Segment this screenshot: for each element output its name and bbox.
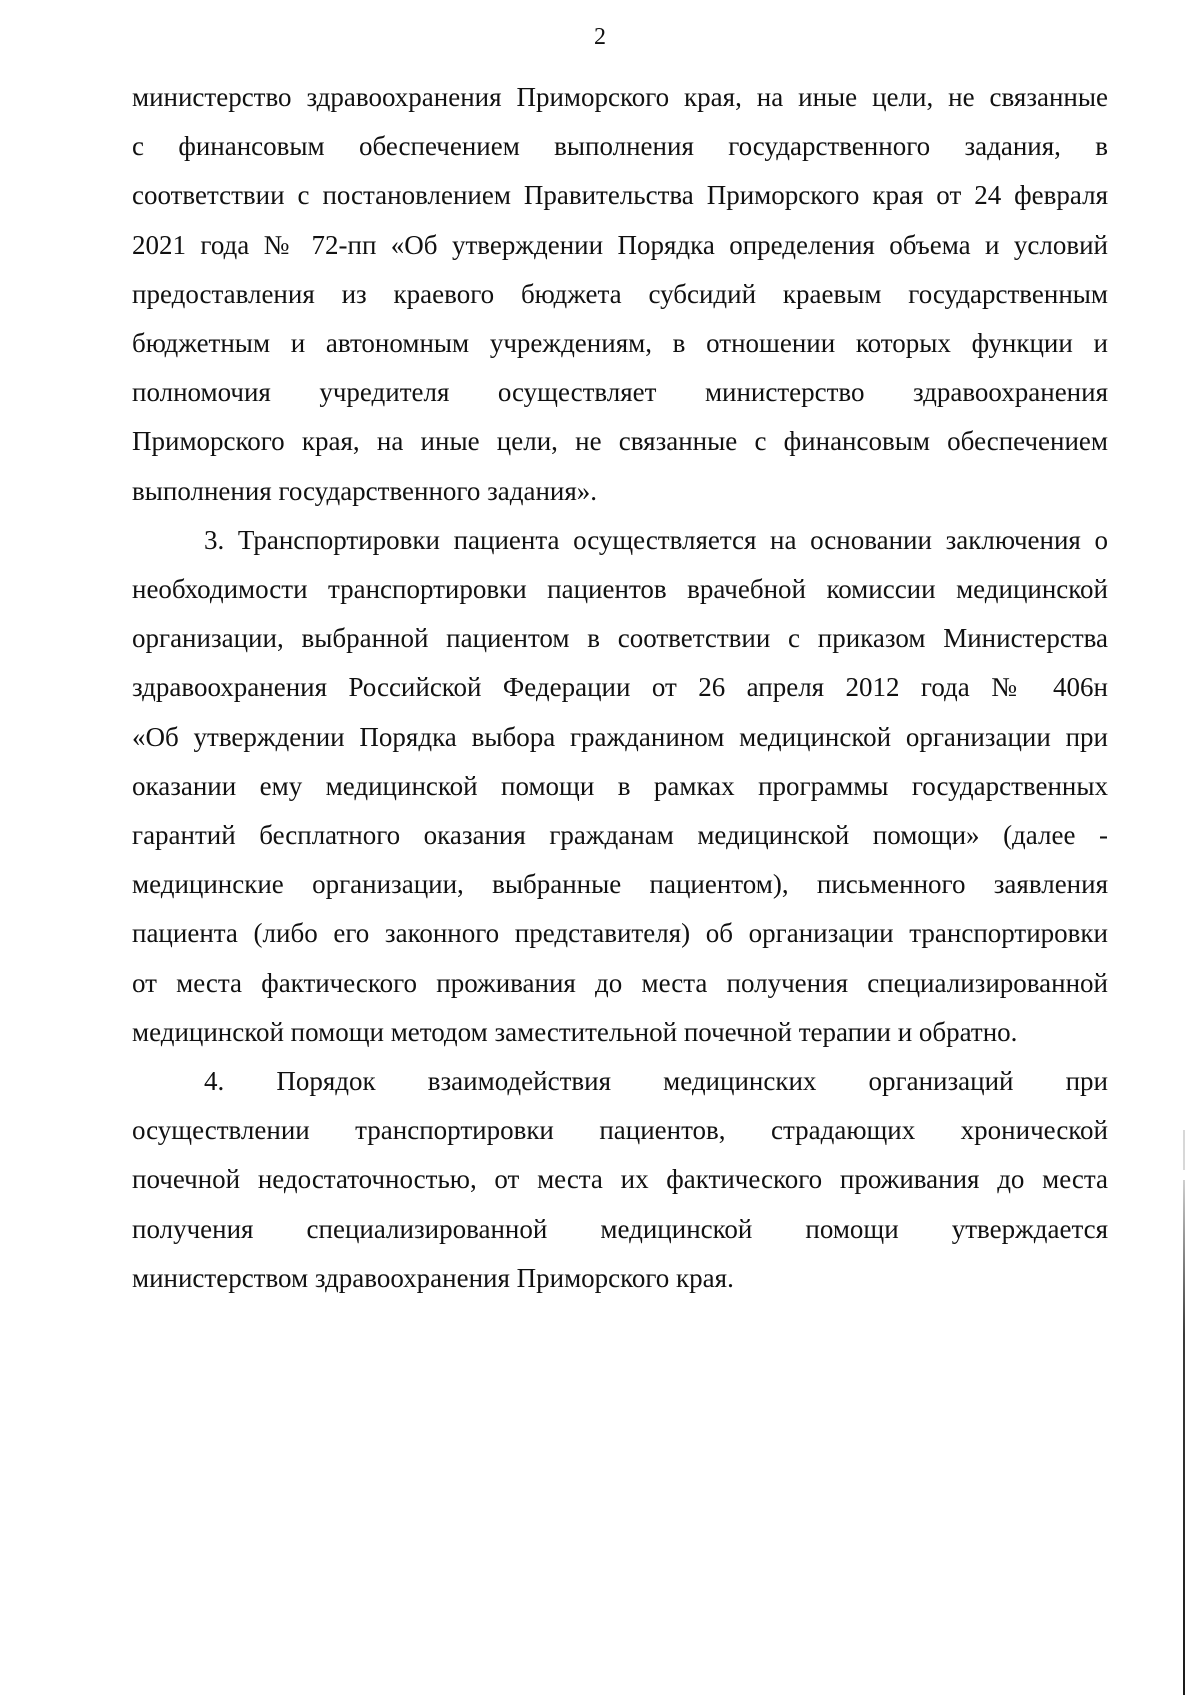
document-body <box>132 73 1108 1303</box>
text-line: соответствии с постановлением Правительства Приморского края от 24 февраля <box>132 180 1108 211</box>
text-line: «Об утверждении Порядка выбора гражданином медицинской организации при <box>132 721 1108 752</box>
text-line: осуществлении транспортировки пациентов, страдающих хронической <box>132 1115 1108 1146</box>
paragraph-continuation <box>132 73 1108 516</box>
text-line: министерством здравоохранения Приморского края. <box>132 1262 734 1293</box>
text-line: здравоохранения Российской Федерации от 26 апреля 2012 года № 406н <box>132 672 1108 703</box>
text-line: с финансовым обеспечением выполнения государственного задания, в <box>132 131 1108 162</box>
text-line: организации, выбранной пациентом в соответствии с приказом Министерства <box>132 623 1108 654</box>
text-line: предоставления из краевого бюджета субсидий краевым государственным <box>132 278 1108 309</box>
paragraph-item-3 <box>132 516 1108 1057</box>
text-line: от места фактического проживания до места получения специализированной <box>132 967 1108 998</box>
text-line: получения специализированной медицинской помощи утверждается <box>132 1213 1108 1244</box>
text-line: оказании ему медицинской помощи в рамках программы государственных <box>132 770 1108 801</box>
text-line: необходимости транспортировки пациентов врачебной комиссии медицинской <box>132 574 1108 605</box>
text-line: почечной недостаточностью, от места их фактического проживания до места <box>132 1164 1108 1195</box>
text-line: выполнения государственного задания». <box>132 475 598 506</box>
text-line: 4. Порядок взаимодействия медицинских организаций при <box>204 1066 1108 1097</box>
scan-edge-mark <box>1183 1130 1185 1170</box>
page-number: 2 <box>594 24 606 50</box>
text-line: бюджетным и автономным учреждениям, в отношении которых функции и <box>132 328 1108 359</box>
scan-edge-line <box>1183 1180 1185 1695</box>
text-line: полномочия учредителя осуществляет министерство здравоохранения <box>132 377 1108 408</box>
text-line: пациента (либо его законного представителя) об организации транспортировки <box>132 918 1108 949</box>
text-line: Приморского края, на иные цели, не связанные с финансовым обеспечением <box>132 426 1108 457</box>
text-line: гарантий бесплатного оказания гражданам медицинской помощи» (далее - <box>132 820 1108 851</box>
text-line: медицинской помощи методом заместительной почечной терапии и обратно. <box>132 1016 1018 1047</box>
paragraph-item-4 <box>132 1057 1108 1303</box>
text-line: министерство здравоохранения Приморского края, на иные цели, не связанные <box>132 82 1108 112</box>
text-line: медицинские организации, выбранные пациентом), письменного заявления <box>132 869 1108 900</box>
text-line: 3. Транспортировки пациента осуществляется на основании заключения о <box>204 524 1108 555</box>
text-line: 2021 года № 72-пп «Об утверждении Порядка определения объема и условий <box>132 229 1108 260</box>
